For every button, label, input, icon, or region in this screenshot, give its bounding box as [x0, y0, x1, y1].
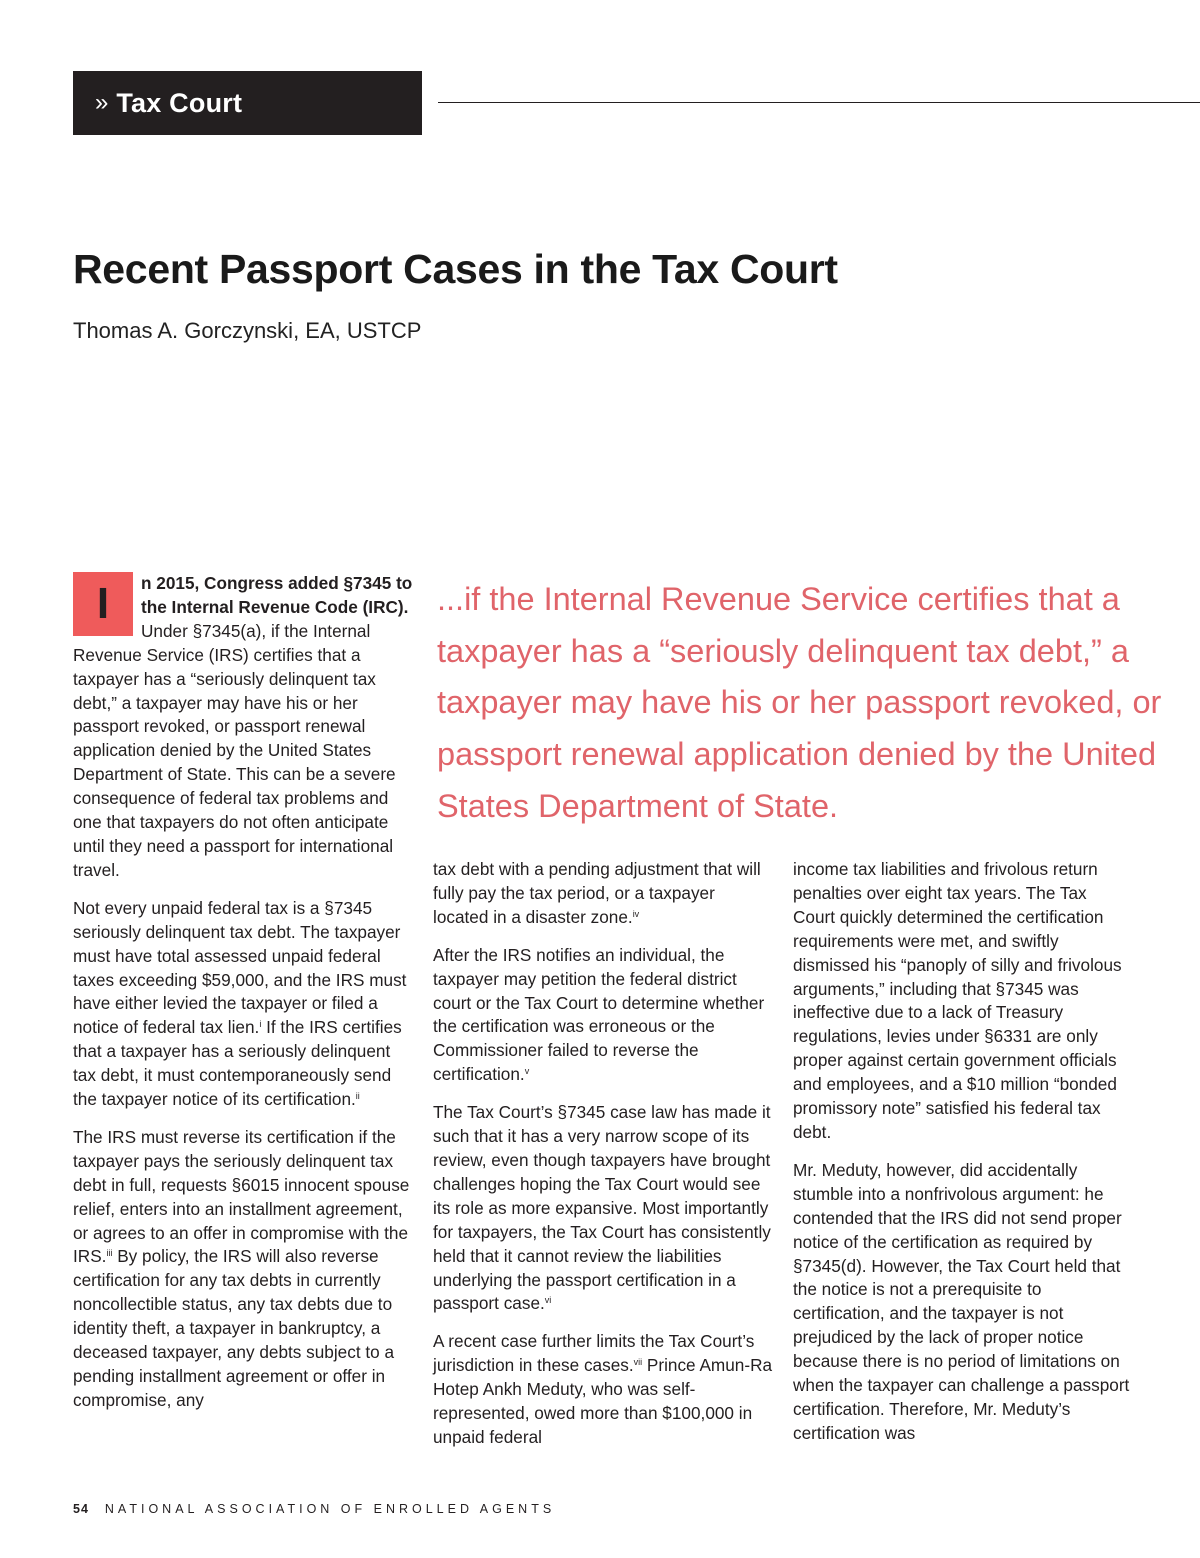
paragraph-2 [73, 897, 413, 1112]
page-number: 54 [73, 1502, 89, 1516]
paragraph-1-text: Under §7345(a), if the Internal Revenue Service (IRS) certifies that a taxpayer has a “seriously delinquent tax debt,” a taxpayer may have his or her passport revoked, or passport renewal application denied by the United States Department of State. This can be a severe consequence of federal tax problems and one that taxpayers do not often anticipate until they need a passport for international travel. [73, 620, 396, 880]
endnote-marker: iii [106, 1248, 113, 1259]
paragraph-5-text: The Tax Court’s §7345 case law has made it such that it has a very narrow scope of its review, even though taxpayers have brought challenges hoping the Tax Court would see its role as more expansive. Most importantly for taxpayers, the Tax Court has consistently held that it cannot review the liabilities underlying the passport certification in a passport case. [433, 1102, 771, 1314]
paragraph-3-continued [433, 858, 773, 930]
article-column-2 [433, 858, 773, 1464]
paragraph-3-text-a: The IRS must reverse its certification if the taxpayer pays the seriously delinquent tax debt in full, requests §6015 innocent spouse relief, enters into an installment agreement, or agrees to an offer in compromise with the IRS. [73, 1126, 410, 1267]
paragraph-2-text-b: If the IRS certifies that a taxpayer has a seriously delinquent tax debt, it must contemporaneously send the taxpayer notice of its certification. [73, 1017, 402, 1110]
paragraph-3-start [73, 1126, 413, 1413]
paragraph-6-text-c: income tax liabilities and frivolous return penalties over eight tax years. The Tax Court quickly determined the certification requirements were met, and swiftly dismissed his “panoply of silly and frivolous arguments,” including that §7345 was ineffective due to a lack of Treasury regulations, levies under §6331 are only proper against certain government officials and employees, and a $10 million “bonded promissory note” satisfied his federal tax debt. [793, 859, 1122, 1142]
paragraph-6-start [433, 1330, 773, 1450]
paragraph-2-text-a: Not every unpaid federal tax is a §7345 seriously delinquent tax debt. The taxpayer must have total assessed unpaid federal taxes exceeding $59,000, and the IRS must have either levied the taxpayer or filed a notice of federal tax lien. [73, 897, 407, 1038]
drop-cap: I [73, 572, 133, 636]
paragraph-6-text-b: Prince Amun-Ra Hotep Ankh Meduty, who was self-represented, owed more than $100,000 in unpaid federal [433, 1355, 773, 1447]
paragraph-3-text-c: tax debt with a pending adjustment that will fully pay the tax period, or a taxpayer located in a disaster zone. [433, 859, 761, 927]
header-rule [438, 102, 1200, 103]
paragraph-4 [433, 944, 773, 1087]
paragraph-4-text: After the IRS notifies an individual, the taxpayer may petition the federal district court or the Tax Court to determine whether the certification was erroneous or the Commissioner failed to reverse the certification. [433, 944, 765, 1085]
endnote-marker: vii [633, 1357, 643, 1368]
publication-name: NATIONAL ASSOCIATION OF ENROLLED AGENTS [104, 1502, 556, 1516]
paragraph-6-text-a: A recent case further limits the Tax Court’s jurisdiction in these cases. [433, 1331, 755, 1376]
lead-in: n 2015, Congress added §7345 to the Internal Revenue Code (IRC). [141, 573, 413, 617]
section-tab [73, 71, 422, 135]
endnote-marker: v [524, 1066, 530, 1077]
page-footer [73, 1502, 555, 1516]
article-column-1 [73, 572, 413, 1427]
endnote-marker: ii [355, 1091, 360, 1102]
endnote-marker: i [259, 1019, 262, 1030]
section-label: Tax Court [116, 87, 243, 118]
paragraph-7: Mr. Meduty, however, did accidentally stumble into a nonfrivolous argument: he contended that the IRS did not send proper notice of the certification as required by §7345(d). However, the Tax Court held that the notice is not a prerequisite to certification, and the taxpayer is not prejudiced by the lack of proper notice because there is no period of limitations on when the taxpayer can challenge a passport certification. Therefore, Mr. Meduty’s certification was [793, 1159, 1130, 1443]
paragraph-6-continued [793, 858, 1133, 1145]
paragraph-3-text-b: By policy, the IRS will also reverse certification for any tax debts in currently noncollectible status, any tax debts due to identity theft, a taxpayer in bankruptcy, a deceased taxpayer, any debts subject to a pending installment agreement or offer in compromise, any [73, 1246, 395, 1410]
endnote-marker: vi [544, 1295, 552, 1306]
article-title: Recent Passport Cases in the Tax Court [73, 246, 838, 292]
paragraph-1 [73, 572, 413, 883]
paragraph-5 [433, 1101, 773, 1316]
article-column-3 [793, 858, 1133, 1460]
article-author: Thomas A. Gorczynski, EA, USTCP [73, 318, 422, 343]
chevron-right-icon: » [95, 89, 109, 116]
pull-quote: ...if the Internal Revenue Service certifies that a taxpayer has a “seriously delinquent tax debt,” a taxpayer may have his or her passport revoked, or passport renewal application denied by the United States Department of State. [437, 581, 1162, 824]
endnote-marker: iv [632, 908, 640, 919]
